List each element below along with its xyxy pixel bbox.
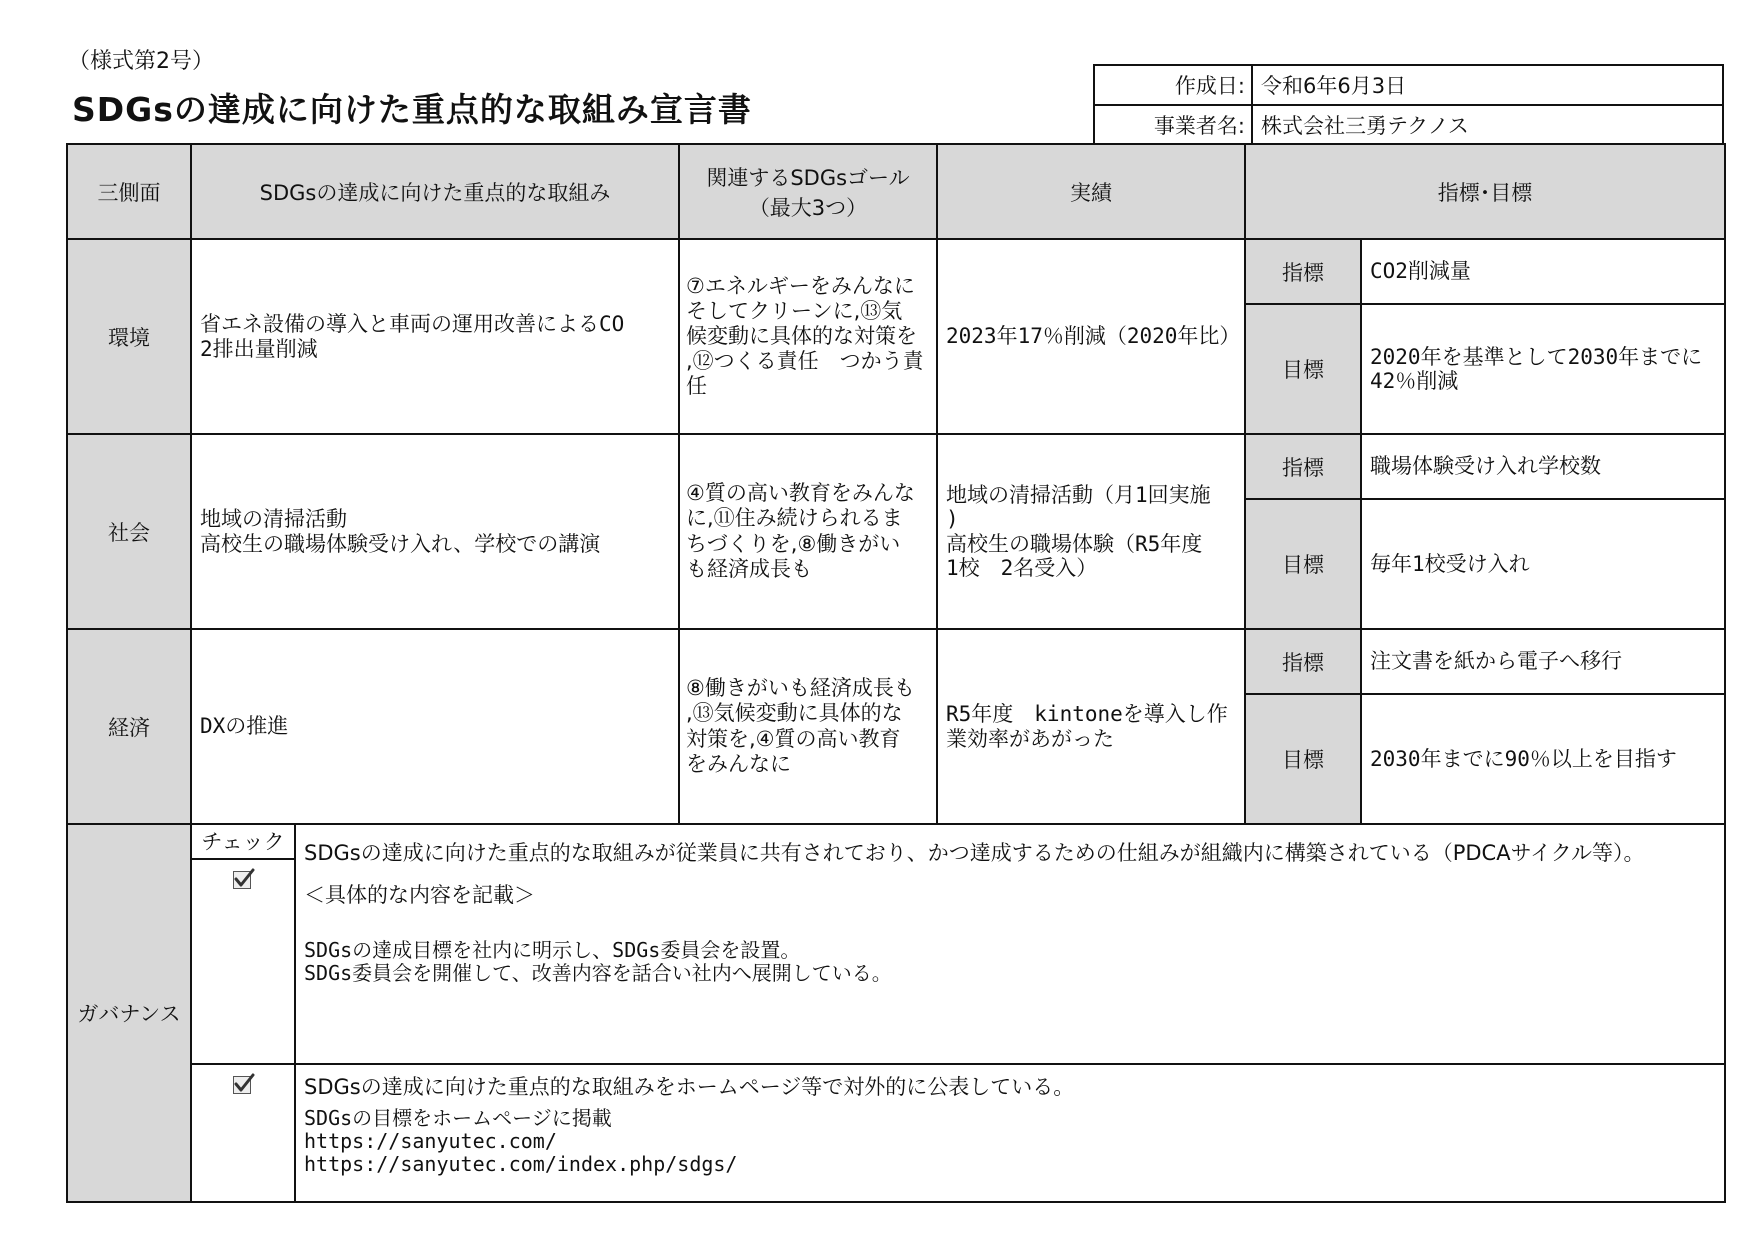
target-economy: 2030年までに90％以上を目指す — [1361, 694, 1725, 824]
governance-row-2 — [67, 1064, 1725, 1202]
results-social: 地域の清掃活動（月1回実施 ) 高校生の職場体験（R5年度 1校 2名受入） — [937, 434, 1245, 629]
checkbox-1[interactable] — [232, 868, 254, 890]
header-row — [67, 144, 1725, 239]
aspect-social: 社会 — [67, 434, 191, 629]
governance-item-1 — [295, 824, 1725, 1064]
checkmark-icon — [232, 1073, 256, 1095]
indicator-label: 指標 — [1245, 239, 1361, 304]
goals-economy: ⑧働きがいも経済成長も ,⑬気候変動に具体的な 対策を,④質の高い教育 をみんなに — [679, 629, 937, 824]
declaration-table — [66, 143, 1726, 1203]
aspect-environment: 環境 — [67, 239, 191, 434]
header-results: 実績 — [937, 144, 1245, 239]
checkbox-cell-1[interactable] — [191, 859, 295, 1064]
initiative-social: 地域の清掃活動 高校生の職場体験受け入れ、学校での講演 — [191, 434, 679, 629]
header-goals-line1: 関連するSDGsゴール — [706, 165, 910, 190]
company-label: 事業者名: — [1094, 105, 1252, 145]
header-metrics: 指標･目標 — [1245, 144, 1725, 239]
checkbox-2[interactable] — [232, 1073, 254, 1095]
company-value: 株式会社三勇テクノス — [1252, 105, 1723, 145]
target-label: 目標 — [1245, 304, 1361, 434]
meta-table — [1093, 64, 1724, 146]
header-goals — [679, 144, 937, 239]
governance-statement-2: SDGsの達成に向けた重点的な取組みをホームページ等で対外的に公表している。 — [304, 1075, 1075, 1099]
indicator-label: 指標 — [1245, 434, 1361, 499]
results-economy: R5年度 kintoneを導入し作 業効率があがった — [937, 629, 1245, 824]
governance-item-2 — [295, 1064, 1725, 1202]
checkbox-cell-2[interactable] — [191, 1064, 295, 1202]
goals-social: ④質の高い教育をみんな に,⑪住み続けられるま ちづくりを,⑧働きがい も経済成長も — [679, 434, 937, 629]
initiative-economy: DXの推進 — [191, 629, 679, 824]
target-social: 毎年1校受け入れ — [1361, 499, 1725, 629]
aspect-economy: 経済 — [67, 629, 191, 824]
governance-statement-1: SDGsの達成に向けた重点的な取組みが従業員に共有されており、かつ達成するための仕組みが組織内に構築されている（PDCAサイクル等）。 — [304, 841, 1645, 865]
indicator-social: 職場体験受け入れ学校数 — [1361, 434, 1725, 499]
table-row-social — [67, 434, 1725, 499]
table-row-economy — [67, 629, 1725, 694]
checkmark-icon — [232, 868, 256, 890]
aspect-governance: ガバナンス — [67, 824, 191, 1202]
target-label: 目標 — [1245, 694, 1361, 824]
header-aspect: 三側面 — [67, 144, 191, 239]
indicator-label: 指標 — [1245, 629, 1361, 694]
document-title: SDGsの達成に向けた重点的な取組み宣言書 — [72, 90, 752, 129]
governance-detail-2: SDGsの目標をホームページに掲載 https://sanyutec.com/ https://sanyutec.com/index.php/sdgs/ — [304, 1106, 738, 1176]
header-initiative: SDGsの達成に向けた重点的な取組み — [191, 144, 679, 239]
header-goals-line2: （最大3つ） — [748, 195, 868, 220]
governance-detail-heading: ＜具体的な内容を記載＞ — [304, 883, 535, 907]
results-environment: 2023年17％削減（2020年比） — [937, 239, 1245, 434]
check-column-header: チェック — [191, 824, 295, 859]
target-environment: 2020年を基準として2030年までに 42％削減 — [1361, 304, 1725, 434]
target-label: 目標 — [1245, 499, 1361, 629]
form-number: （様式第2号） — [68, 49, 214, 74]
indicator-environment: CO2削減量 — [1361, 239, 1725, 304]
governance-row-header — [67, 824, 1725, 859]
goals-environment: ⑦エネルギーをみんなに そしてクリーンに,⑬気 候変動に具体的な対策を ,⑫つくる責任 つかう責 任 — [679, 239, 937, 434]
governance-detail-1: SDGsの達成目標を社内に明示し、SDGs委員会を設置。 SDGs委員会を開催して、改善内容を話合い社内へ展開している。 — [304, 938, 892, 985]
table-row-environment — [67, 239, 1725, 304]
initiative-environment: 省エネ設備の導入と車両の運用改善によるCO 2排出量削減 — [191, 239, 679, 434]
date-value: 令和6年6月3日 — [1252, 65, 1723, 105]
indicator-economy: 注文書を紙から電子へ移行 — [1361, 629, 1725, 694]
date-label: 作成日: — [1094, 65, 1252, 105]
